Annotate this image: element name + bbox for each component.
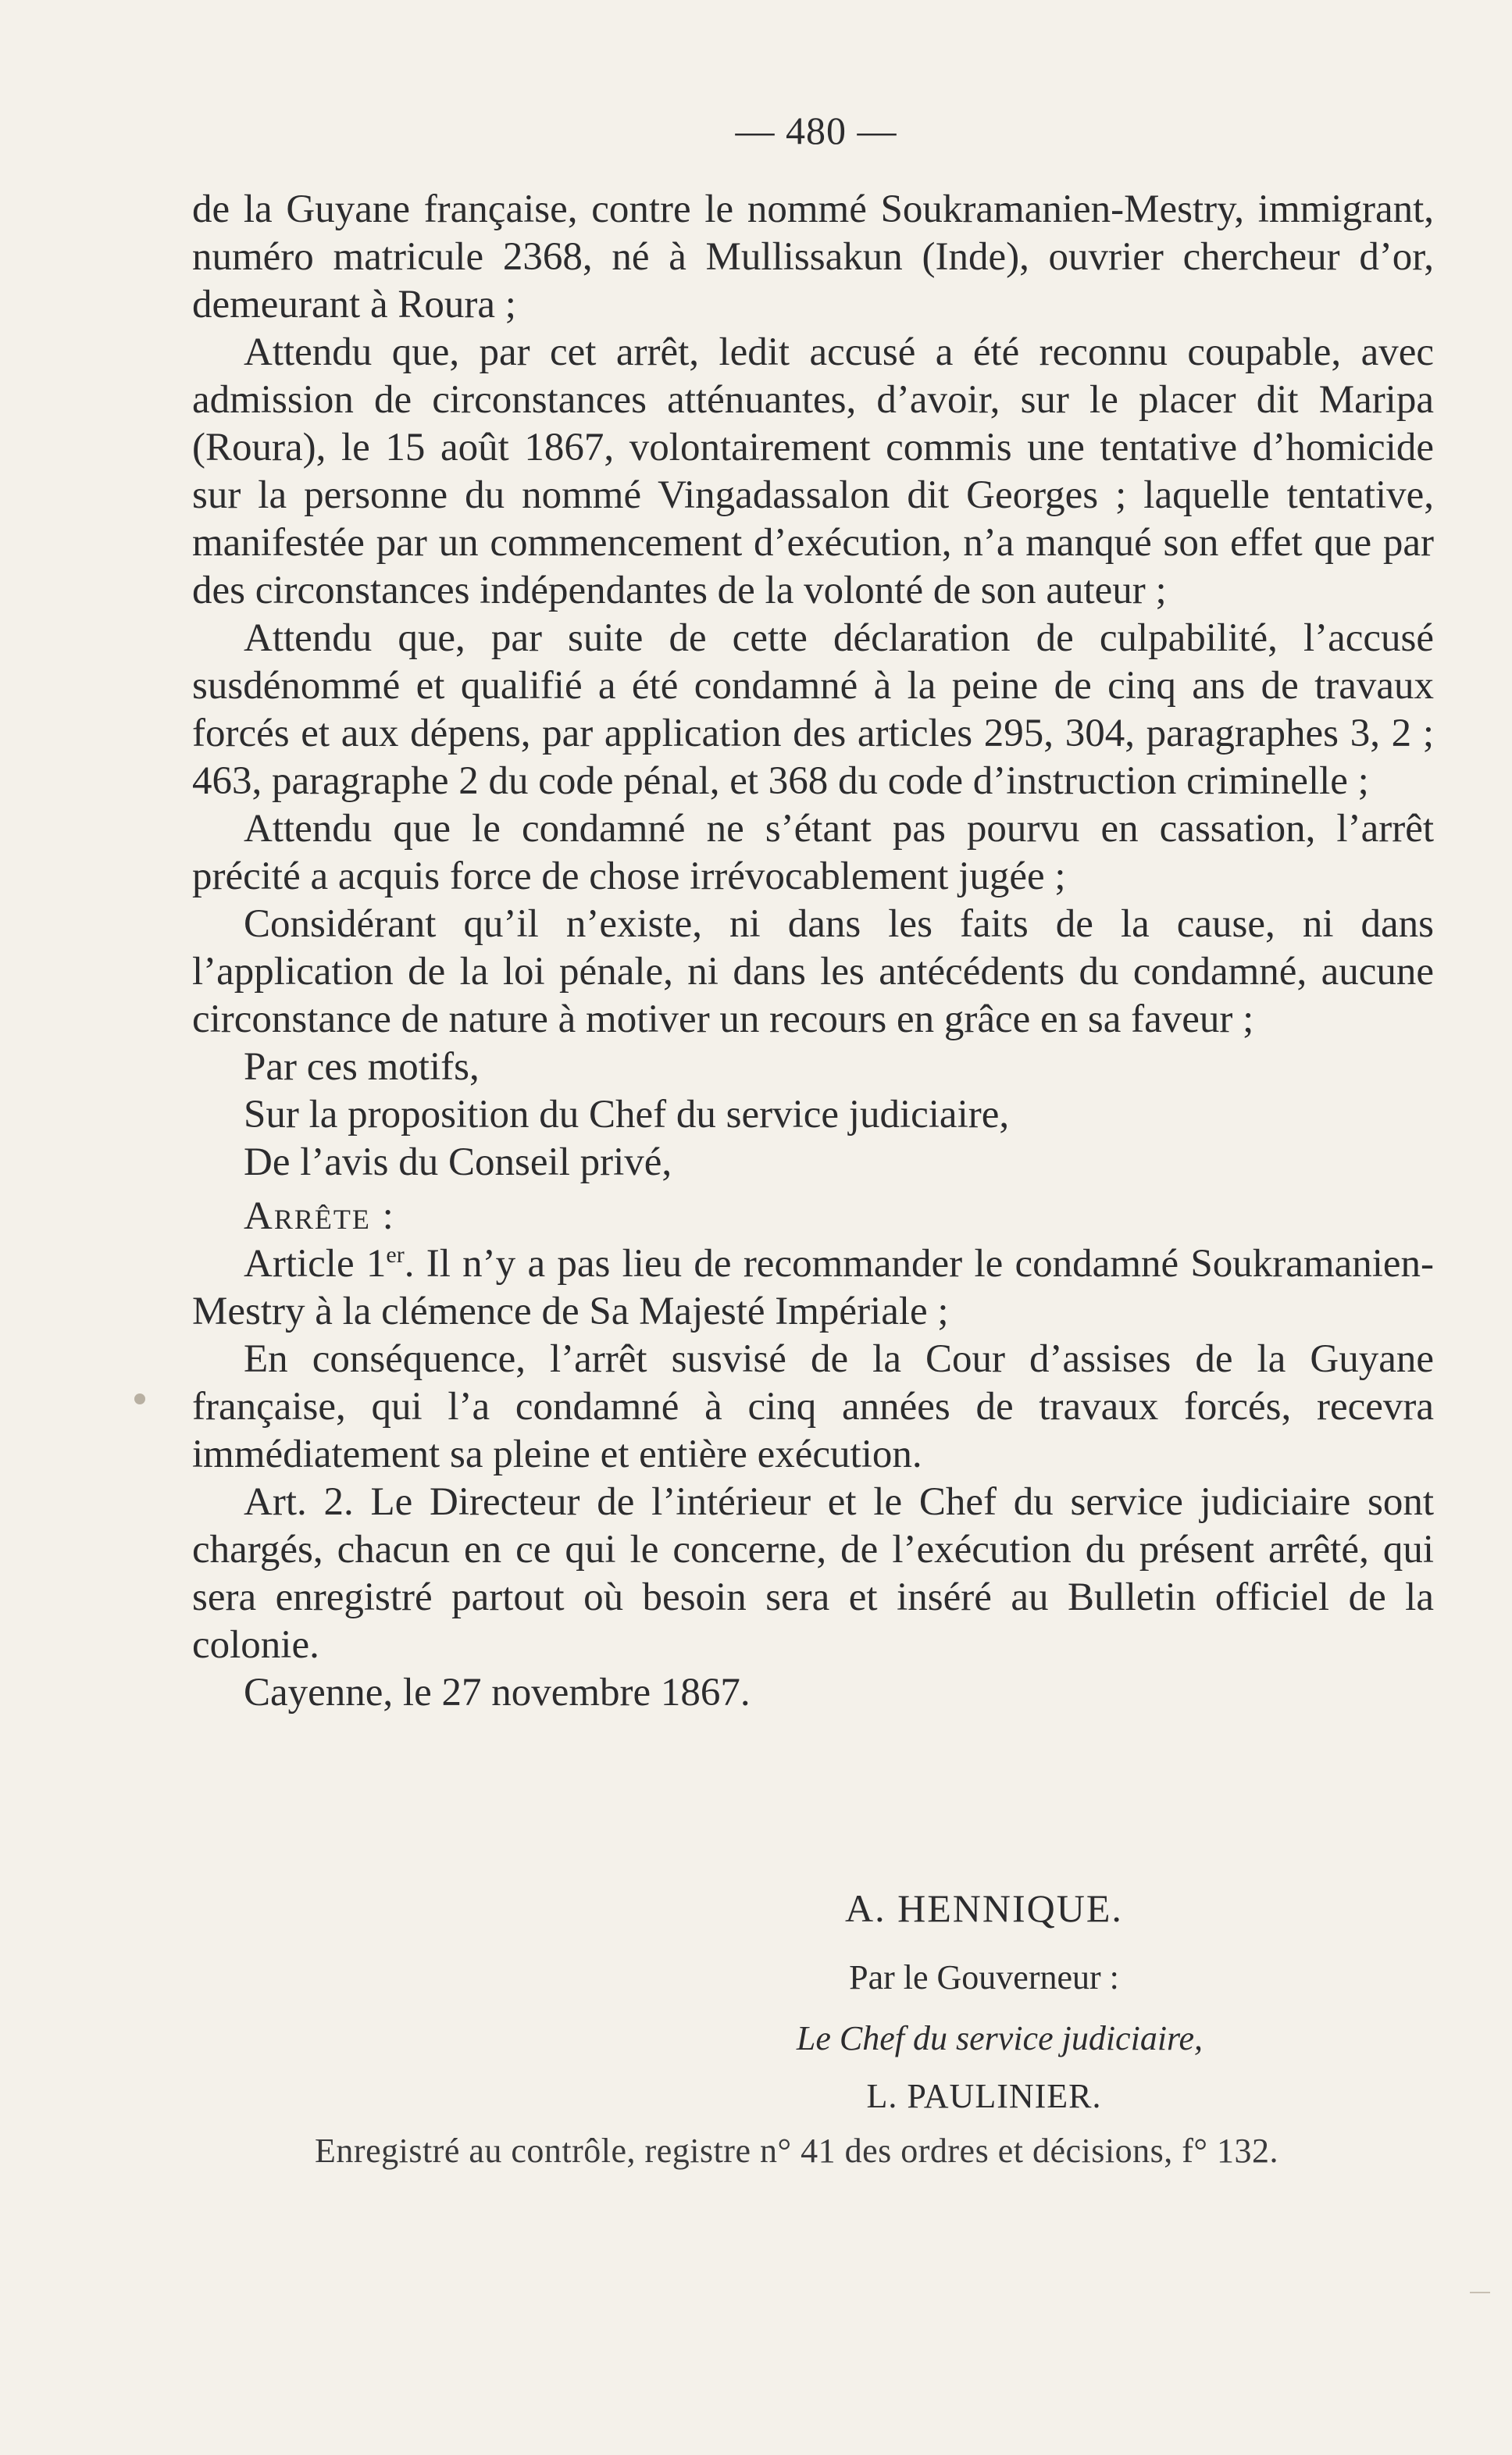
par-le-gouverneur: Par le Gouverneur : — [849, 1958, 1119, 1996]
article-2: Art. 2. Le Directeur de l’intérieur et le Chef du service judiciaire sont chargés, chacun en ce qui le concerne, de l’exécution du présent arrêté, qui sera enregistré partout où besoin sera et inséré au Bulletin officiel de la colonie. — [192, 1480, 1434, 1667]
date-line: Cayenne, le 27 novembre 1867. — [244, 1671, 751, 1715]
paragraph-avis: De l’avis du Conseil privé, — [244, 1140, 672, 1184]
page-number: — 480 — — [735, 109, 897, 152]
paragraph-attendu-3: Attendu que le condamné ne s’étant pas pourvu en cassation, l’arrêt précité a acquis force de chose irrévocablement jugée ; — [192, 807, 1434, 898]
arrete-label: Arrête : — [244, 1194, 395, 1238]
arrete-heading — [192, 1193, 1434, 1240]
signer-name: A. HENNIQUE. — [845, 1886, 1123, 1930]
paulinier-name: L. PAULINIER. — [866, 2077, 1102, 2115]
chef-service-title: Le Chef du service judiciaire, — [796, 2019, 1204, 2057]
paragraph-considerant: Considérant qu’il n’existe, ni dans les faits de la cause, ni dans l’application de la loi pénale, ni dans les antécédents du condamné, aucune circonstance de nature à motiver un recours en grâce en sa faveur ; — [192, 902, 1434, 1041]
decree-body — [192, 186, 1434, 1717]
paragraph-attendu-1: Attendu que, par cet arrêt, ledit accusé a été reconnu coupable, avec admission de circonstances atténuantes, d’avoir, sur le placer dit Maripa (Roura), le 15 août 1867, volontairement commis une tentative d’homicide sur la personne du nommé Vingadassalon dit Georges ; laquelle tentative, manifestée par un commencement d’exécution, n’a manqué son effet que par des circonstances indépendantes de la volonté de son auteur ; — [192, 330, 1434, 612]
ink-speck — [134, 1393, 145, 1404]
article-1-sup: er — [386, 1242, 405, 1268]
paragraph-intro: de la Guyane française, contre le nommé Soukramanien-Mestry, immigrant, numéro matricule 2368, né à Mullissakun (Inde), ouvrier chercheur d’or, demeurant à Roura ; — [192, 187, 1434, 327]
article-1 — [192, 1240, 1434, 1336]
article-1-prefix: Article 1 — [244, 1242, 387, 1286]
margin-mark — [1470, 2292, 1490, 2293]
paragraph-motifs: Par ces motifs, — [244, 1045, 480, 1089]
paragraph-attendu-2: Attendu que, par suite de cette déclaration de culpabilité, l’accusé susdénommé et qualifié a été condamné à la peine de cinq ans de travaux forcés et aux dépens, par application des articles 295, 304, paragraphes 3, 2 ; 463, paragraphe 2 du code pénal, et 368 du code d’instruction criminelle ; — [192, 616, 1434, 803]
article-1-text: . Il n’y a pas lieu de recommander le condamné Soukramanien-Mestry à la clémence de Sa Majesté Impériale ; — [192, 1242, 1434, 1333]
paragraph-consequence: En conséquence, l’arrêt susvisé de la Cour d’assises de la Guyane française, qui l’a condamné à cinq années de travaux forcés, recevra immédiatement sa pleine et entière exécution. — [192, 1337, 1434, 1476]
paragraph-proposition: Sur la proposition du Chef du service judiciaire, — [244, 1093, 1010, 1137]
registration-note: Enregistré au contrôle, registre n° 41 des ordres et décisions, f° 132. — [315, 2132, 1278, 2170]
